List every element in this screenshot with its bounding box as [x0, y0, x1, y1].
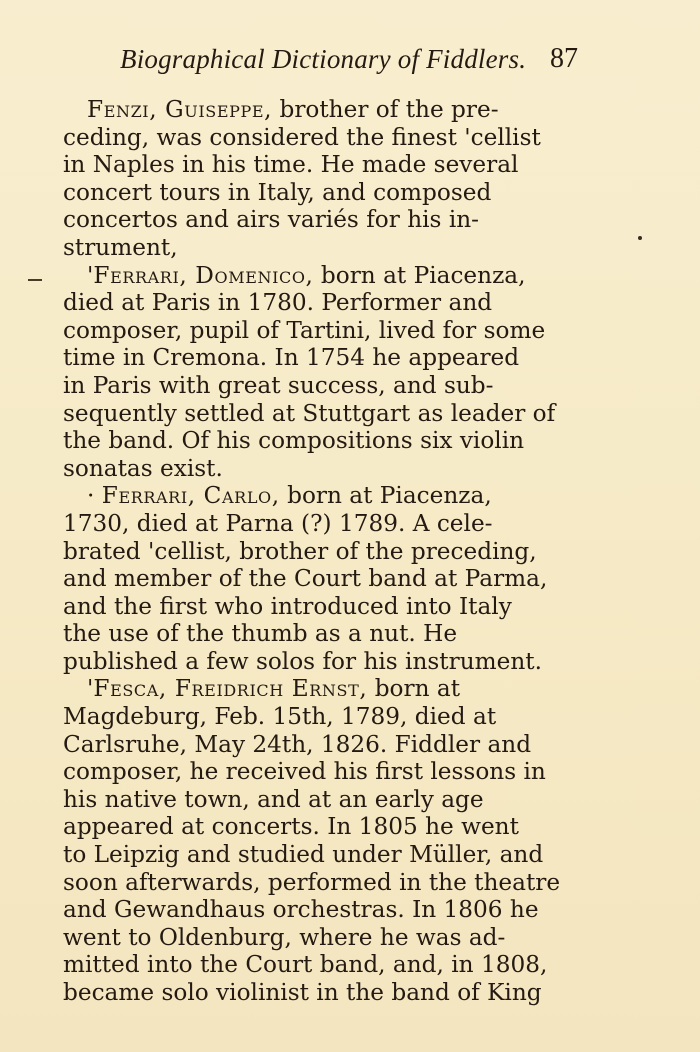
- entry-text: published a few solos for his instrument.: [63, 647, 542, 675]
- entry-text: sonatas exist.: [63, 454, 223, 482]
- entry-text-line: [63, 979, 583, 1007]
- dictionary-entry: [63, 96, 583, 262]
- entry-text: born at: [367, 675, 461, 703]
- entry-text: Carlsruhe, May 24th, 1826. Fiddler and: [63, 730, 532, 758]
- entry-name: Ferrari, Domenico,: [93, 261, 314, 289]
- dictionary-entry: [63, 675, 583, 1006]
- entry-text: composer, he received his first lessons in: [63, 758, 546, 786]
- entry-text: strument,: [63, 233, 178, 261]
- dictionary-entries: [63, 96, 583, 1007]
- entry-text-line: [63, 731, 583, 759]
- entry-text-line: [63, 951, 583, 979]
- entry-text: became solo violinist in the band of King: [63, 979, 542, 1006]
- page-number: 87: [550, 43, 578, 74]
- entry-heading-line: [63, 482, 583, 510]
- entry-text-line: [63, 179, 583, 207]
- entry-text: and Gewandhaus orchestras. In 1806 he: [63, 896, 539, 924]
- entry-text-line: [63, 924, 583, 952]
- entry-text-line: [63, 841, 583, 869]
- entry-text: ceding, was considered the finest 'cellist: [63, 123, 541, 151]
- entry-text: 1730, died at Parna (?) 1789. A cele-: [63, 509, 493, 537]
- entry-text-line: [63, 869, 583, 897]
- entry-text-line: [63, 206, 583, 234]
- entry-text-line: [63, 317, 583, 345]
- entry-text: mitted into the Court band, and, in 1808,: [63, 951, 548, 979]
- entry-mark: ': [87, 261, 94, 289]
- entry-text-line: [63, 813, 583, 841]
- entry-text-line: [63, 151, 583, 179]
- margin-dot-mark: [638, 236, 642, 240]
- entry-name: Fenzi, Guiseppe,: [87, 96, 273, 123]
- entry-text-line: [63, 620, 583, 648]
- entry-text-line: [63, 786, 583, 814]
- entry-text: went to Oldenburg, where he was ad-: [63, 923, 506, 951]
- entry-text: the band. Of his compositions six violin: [63, 427, 525, 455]
- entry-text-line: [63, 703, 583, 731]
- entry-heading-line: [63, 96, 583, 124]
- entry-text-line: [63, 344, 583, 372]
- entry-mark: ': [87, 675, 94, 703]
- entry-text: brother of the pre-: [272, 96, 499, 123]
- entry-text: concert tours in Italy, and composed: [63, 178, 492, 206]
- running-title: Biographical Dictionary of Fiddlers.: [120, 44, 527, 74]
- entry-text-line: [63, 896, 583, 924]
- entry-text: and the first who introduced into Italy: [63, 592, 512, 620]
- entry-text: appeared at concerts. In 1805 he went: [63, 813, 519, 841]
- entry-heading-line: [63, 262, 583, 290]
- entry-mark: ·: [87, 482, 102, 510]
- entry-text: composer, pupil of Tartini, lived for some: [63, 316, 546, 344]
- entry-text-line: [63, 593, 583, 621]
- entry-text: time in Cremona. In 1754 he appeared: [63, 344, 520, 372]
- entry-text: concertos and airs variés for his in-: [63, 206, 480, 234]
- entry-heading-line: [63, 675, 583, 703]
- entry-text-line: [63, 124, 583, 152]
- entry-text-line: [63, 372, 583, 400]
- entry-text-line: [63, 289, 583, 317]
- dictionary-entry: [63, 482, 583, 675]
- entry-text-line: [63, 565, 583, 593]
- entry-text: Magdeburg, Feb. 15th, 1789, died at: [63, 703, 497, 731]
- entry-text-line: [63, 510, 583, 538]
- entry-text: brated 'cellist, brother of the preceding,: [63, 537, 537, 565]
- entry-text: died at Paris in 1780. Performer and: [63, 289, 493, 317]
- entry-text-line: [63, 234, 583, 262]
- entry-text-line: [63, 400, 583, 428]
- entry-name: Fesca, Freidrich Ernst,: [93, 675, 368, 703]
- entry-text-line: [63, 455, 583, 483]
- margin-dash-mark: [28, 279, 42, 281]
- dictionary-entry: [63, 262, 583, 483]
- entry-name: Ferrari, Carlo,: [101, 482, 280, 510]
- entry-text: the use of the thumb as a nut. He: [63, 620, 458, 648]
- entry-text: sequently settled at Stuttgart as leader of: [63, 399, 556, 427]
- entry-text-line: [63, 427, 583, 455]
- entry-text: in Paris with great success, and sub-: [63, 371, 494, 399]
- entry-text: to Leipzig and studied under Müller, and: [63, 841, 544, 869]
- entry-text: his native town, and at an early age: [63, 785, 484, 813]
- page-header: [0, 44, 700, 84]
- entry-text: and member of the Court band at Parma,: [63, 565, 548, 593]
- entry-text: born at Piacenza,: [313, 261, 526, 289]
- entry-text: soon afterwards, performed in the theatre: [63, 868, 561, 896]
- entry-text-line: [63, 538, 583, 566]
- entry-text: in Naples in his time. He made several: [63, 151, 519, 179]
- entry-text-line: [63, 758, 583, 786]
- entry-text-line: [63, 648, 583, 676]
- entry-text: born at Piacenza,: [279, 482, 492, 510]
